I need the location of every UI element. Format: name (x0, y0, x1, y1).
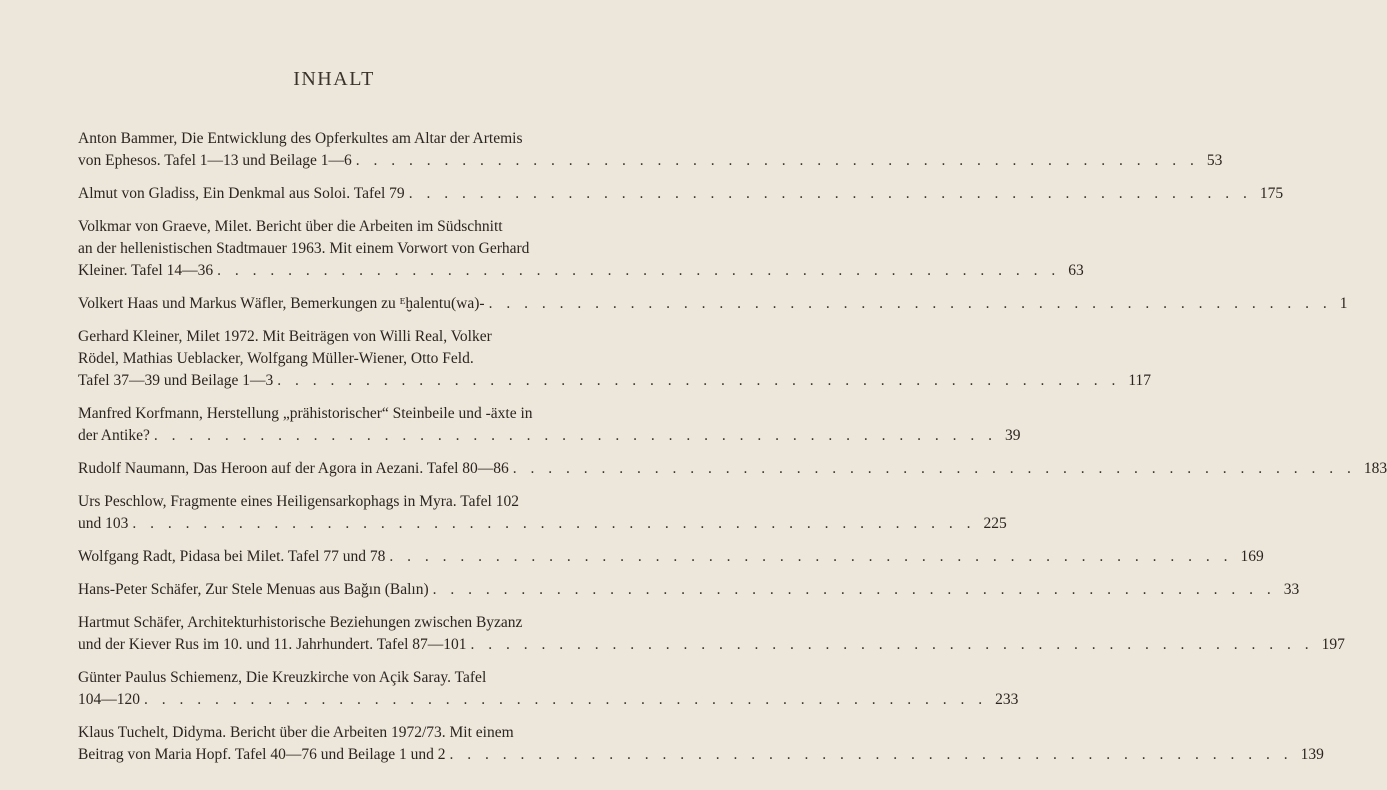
toc-entry-line: Günter Paulus Schiemenz, Die Kreuzkirche von Açik Saray. Tafel (78, 669, 487, 686)
toc-entry-last-line (78, 689, 1019, 711)
dot-leader: . . . . . . . . . . . . . . . . . . . . . . . . . . . . . . . . . . . . . . . . . . . . . . . . (432, 581, 1276, 598)
dot-leader: . . . . . . . . . . . . . . . . . . . . . . . . . . . . . . . . . . . . . . . . . . . . . . . . (217, 262, 1061, 279)
toc-entry (78, 128, 1223, 172)
toc-entry-line: Klaus Tuchelt, Didyma. Bericht über die Arbeiten 1972/73. Mit einem (78, 724, 514, 741)
dot-leader: . . . . . . . . . . . . . . . . . . . . . . . . . . . . . . . . . . . . . . . . . . . . . . . . (355, 152, 1199, 169)
dot-leader: . . . . . . . . . . . . . . . . . . . . . . . . . . . . . . . . . . . . . . . . . . . . . . . . (512, 460, 1356, 477)
page-number: 233 (995, 691, 1019, 708)
toc-entry-line: Gerhard Kleiner, Milet 1972. Mit Beiträgen von Willi Real, Volker (78, 328, 492, 345)
toc-entry-title: Almut von Gladiss, Ein Denkmal aus Soloi. Tafel 79 (78, 185, 405, 202)
page-number: 39 (1005, 427, 1021, 444)
toc-entry (78, 667, 1019, 711)
page-number: 197 (1321, 636, 1345, 653)
page-number: 175 (1259, 185, 1284, 202)
page-number: 183 (1363, 460, 1387, 477)
toc-entry-title: Wolfgang Radt, Pidasa bei Milet. Tafel 77 und 78 (78, 548, 386, 565)
toc-entry-last-line (78, 579, 1300, 601)
toc-entry-line: Volkmar von Graeve, Milet. Bericht über die Arbeiten im Südschnitt (78, 218, 503, 235)
toc-entry-line: Anton Bammer, Die Entwicklung des Opferkultes am Altar der Artemis (78, 130, 523, 147)
toc-entry (78, 579, 1300, 601)
dot-leader: . . . . . . . . . . . . . . . . . . . . . . . . . . . . . . . . . . . . . . . . . . . . . . . . (144, 691, 988, 708)
toc-entry (78, 183, 1284, 205)
page-number: 225 (983, 515, 1007, 532)
toc-entry (78, 458, 1387, 480)
toc-entry-last-line (78, 293, 1348, 315)
toc-entry (78, 546, 1264, 568)
toc-entry (78, 216, 1084, 282)
page-number: 53 (1206, 152, 1223, 169)
toc-entry-title: von Ephesos. Tafel 1—13 und Beilage 1—6 (78, 152, 352, 169)
page-number: 33 (1283, 581, 1300, 598)
page-title: INHALT (293, 68, 375, 90)
toc-entry-title: Tafel 37—39 und Beilage 1—3 (78, 372, 274, 389)
toc-entry-last-line (78, 634, 1345, 656)
dot-leader: . . . . . . . . . . . . . . . . . . . . . . . . . . . . . . . . . . . . . . . . . . . . . . . . (408, 185, 1252, 202)
toc-entry-last-line (78, 744, 1324, 766)
toc-entry-title: Rudolf Naumann, Das Heroon auf der Agora in Aezani. Tafel 80—86 (78, 460, 509, 477)
toc-entry-last-line (78, 425, 1021, 447)
toc-entry (78, 403, 1021, 447)
toc-entry (78, 326, 1152, 392)
toc-entry-title: Kleiner. Tafel 14—36 (78, 262, 214, 279)
toc-entry-last-line (78, 458, 1387, 480)
dot-leader: . . . . . . . . . . . . . . . . . . . . . . . . . . . . . . . . . . . . . . . . . . . . . . . . (132, 515, 976, 532)
toc-entry (78, 722, 1324, 766)
toc-entry-last-line (78, 183, 1284, 205)
page-number: 169 (1240, 548, 1264, 565)
toc-entry (78, 491, 1007, 535)
toc-entry-line: Urs Peschlow, Fragmente eines Heiligensarkophags in Myra. Tafel 102 (78, 493, 519, 510)
toc-entry-last-line (78, 546, 1264, 568)
toc-entry (78, 612, 1345, 656)
page-number: 63 (1068, 262, 1084, 279)
toc-entry-title: der Antike? (78, 427, 150, 444)
dot-leader: . . . . . . . . . . . . . . . . . . . . . . . . . . . . . . . . . . . . . . . . . . . . . . . . (470, 636, 1314, 653)
toc-entry-last-line (78, 260, 1084, 282)
table-of-contents (78, 128, 1387, 766)
toc-entry-last-line (78, 513, 1007, 535)
page-number: 1 (1339, 295, 1348, 312)
dot-leader: . . . . . . . . . . . . . . . . . . . . . . . . . . . . . . . . . . . . . . . . . . . . . . . . (153, 427, 998, 444)
toc-entry-line: Rödel, Mathias Ueblacker, Wolfgang Müller-Wiener, Otto Feld. (78, 350, 474, 367)
toc-entry-line: an der hellenistischen Stadtmauer 1963. Mit einem Vorwort von Gerhard (78, 240, 530, 257)
toc-entry-line: Manfred Korfmann, Herstellung „prähistorischer“ Steinbeile und -äxte in (78, 405, 533, 422)
toc-entry-title: und 103 (78, 515, 129, 532)
toc-entry-title: Beitrag von Maria Hopf. Tafel 40—76 und Beilage 1 und 2 (78, 746, 446, 763)
toc-entry-title: 104—120 (78, 691, 140, 708)
toc-entry-last-line (78, 150, 1223, 172)
dot-leader: . . . . . . . . . . . . . . . . . . . . . . . . . . . . . . . . . . . . . . . . . . . . . . . . (449, 746, 1293, 763)
dot-leader: . . . . . . . . . . . . . . . . . . . . . . . . . . . . . . . . . . . . . . . . . . . . . . . . (488, 295, 1332, 312)
toc-entry (78, 293, 1348, 315)
toc-entry-title: Volkert Haas und Markus Wäfler, Bemerkungen zu ᴱḫalentu(wa)- (78, 295, 485, 312)
dot-leader: . . . . . . . . . . . . . . . . . . . . . . . . . . . . . . . . . . . . . . . . . . . . . . . . (277, 372, 1121, 389)
dot-leader: . . . . . . . . . . . . . . . . . . . . . . . . . . . . . . . . . . . . . . . . . . . . . . . . (389, 548, 1233, 565)
page-number: 139 (1300, 746, 1324, 763)
toc-entry-last-line (78, 370, 1152, 392)
toc-entry-line: Hartmut Schäfer, Architekturhistorische Beziehungen zwischen Byzanz (78, 614, 523, 631)
toc-entry-title: und der Kiever Rus im 10. und 11. Jahrhundert. Tafel 87—101 (78, 636, 467, 653)
page-number: 117 (1128, 372, 1152, 389)
toc-entry-title: Hans-Peter Schäfer, Zur Stele Menuas aus Bağın (Balın) (78, 581, 429, 598)
